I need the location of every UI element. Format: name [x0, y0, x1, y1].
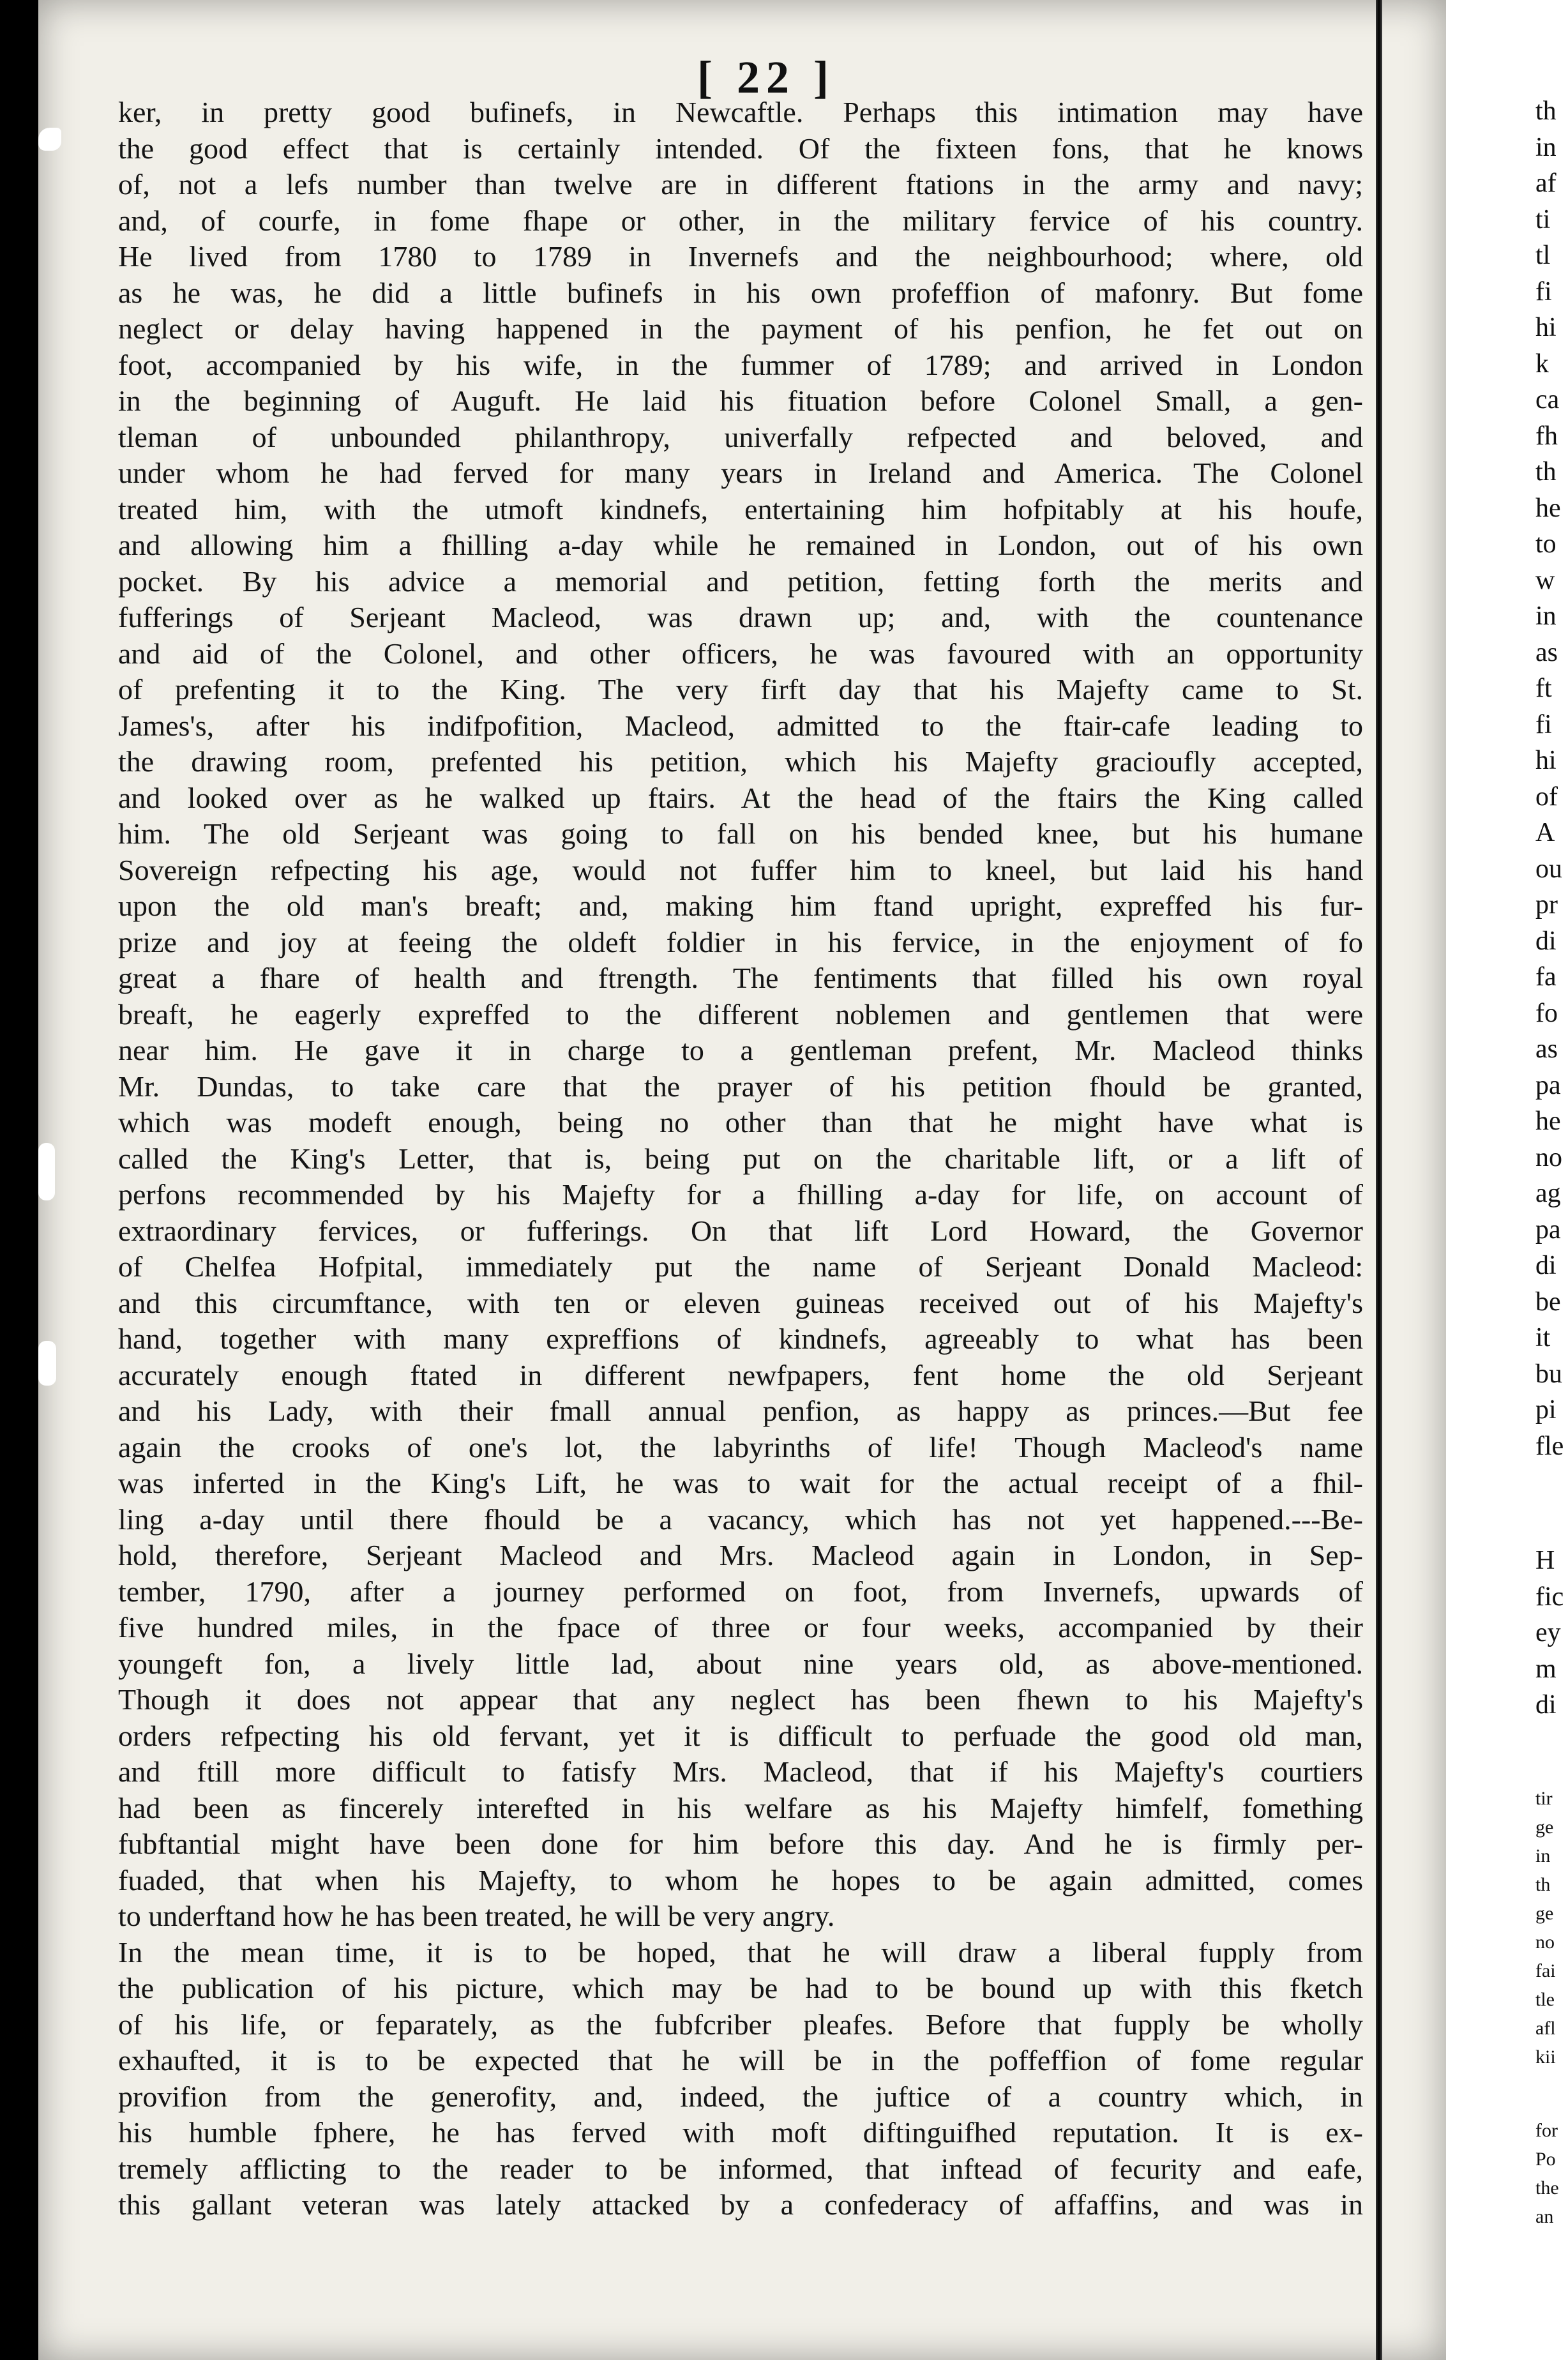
- facing-text-fragment: fh: [1535, 421, 1558, 451]
- facing-text-fragment: ti: [1535, 204, 1551, 234]
- facing-text-fragment: th: [1535, 96, 1557, 126]
- facing-text-fragment: di: [1535, 1690, 1557, 1720]
- facing-text-fragment: the: [1535, 2177, 1559, 2198]
- facing-text-fragment: he: [1535, 493, 1561, 523]
- page-gutter: [1376, 0, 1382, 2360]
- text-line: and ftill more difficult to fatisfy Mrs. Macleod, that if his Majefty's courtiers: [118, 1755, 1363, 1788]
- facing-text-fragment: di: [1535, 926, 1557, 956]
- facing-text-fragment: ca: [1535, 385, 1560, 414]
- text-line: Sovereign refpecting his age, would not fuffer him to kneel, but laid his hand: [118, 853, 1363, 886]
- facing-text-fragment: ag: [1535, 1179, 1561, 1208]
- facing-text-fragment: fic: [1535, 1582, 1564, 1612]
- text-line: In the mean time, it is to be hoped, that he will draw a liberal fupply from: [118, 1935, 1363, 1969]
- facing-text-fragment: pa: [1535, 1070, 1561, 1100]
- text-line: this gallant veteran was lately attacked by a confederacy of affaffins, and was in: [118, 2188, 1363, 2221]
- text-line: called the King's Letter, that is, being put on the charitable lift, or a lift of: [118, 1142, 1363, 1175]
- text-line: of, not a lefs number than twelve are in different ftations in the army and navy;: [118, 168, 1363, 200]
- text-line: orders refpecting his old fervant, yet it is difficult to perfuade the good old man,: [118, 1719, 1363, 1752]
- facing-text-fragment: no: [1535, 1142, 1562, 1172]
- text-line: as he was, he did a little bufinefs in his own profeffion of mafonry. But fome: [118, 276, 1363, 309]
- body-text: [118, 95, 1363, 2223]
- facing-text-fragment: ou: [1535, 854, 1562, 884]
- text-line: extraordinary fervices, or fufferings. On that lift Lord Howard, the Governor: [118, 1214, 1363, 1247]
- facing-text-fragment: pi: [1535, 1395, 1557, 1425]
- facing-text-fragment: in: [1535, 601, 1557, 631]
- text-line: provifion from the generofity, and, indeed, the juftice of a country which, in: [118, 2080, 1363, 2113]
- facing-text-fragment: pa: [1535, 1214, 1561, 1244]
- text-line: prize and joy at feeing the oldeft foldier in his fervice, in the enjoyment of fo: [118, 925, 1363, 958]
- text-line: perfons recommended by his Majefty for a fhilling a-day for life, on account of: [118, 1178, 1363, 1211]
- text-line: tleman of unbounded philanthropy, univerfally refpected and beloved, and: [118, 420, 1363, 453]
- text-line: the drawing room, prefented his petition, which his Majefty gracioufly accepted,: [118, 745, 1363, 778]
- text-line: ker, in pretty good bufinefs, in Newcaftle. Perhaps this intimation may have: [118, 96, 1363, 128]
- text-line: and his Lady, with their fmall annual penfion, as happy as princes.—But fee: [118, 1395, 1363, 1427]
- facing-text-fragment: m: [1535, 1654, 1557, 1684]
- facing-text-fragment: hi: [1535, 746, 1557, 775]
- scan-artifact: [38, 1341, 56, 1386]
- facing-text-fragment: ey: [1535, 1618, 1561, 1647]
- facing-text-fragment: H: [1535, 1546, 1555, 1575]
- text-line: of his life, or feparately, as the fubfcriber pleafes. Before that fupply be wholly: [118, 2008, 1363, 2041]
- text-line: pocket. By his advice a memorial and petition, fetting forth the merits and: [118, 564, 1363, 598]
- text-line: tremely afflicting to the reader to be informed, that inftead of fecurity and eafe,: [118, 2152, 1363, 2185]
- facing-text-fragment: k: [1535, 349, 1549, 379]
- text-line: in the beginning of Auguft. He laid his fituation before Colonel Small, a gen-: [118, 384, 1363, 417]
- facing-text-fragment: of: [1535, 782, 1558, 812]
- text-line: Though it does not appear that any neglect has been fhewn to his Majefty's: [118, 1683, 1363, 1716]
- facing-text-fragment: to: [1535, 529, 1557, 559]
- text-line: of Chelfea Hofpital, immediately put the name of Serjeant Donald Macleod:: [118, 1250, 1363, 1283]
- facing-text-fragment: tir: [1535, 1788, 1553, 1809]
- text-line: tember, 1790, after a journey performed on foot, from Invernefs, upwards of: [118, 1575, 1363, 1608]
- facing-text-fragment: th: [1535, 1874, 1551, 1895]
- text-line: ling a-day until there fhould be a vacancy, which has not yet happened.---Be-: [118, 1502, 1363, 1536]
- text-line: the publication of his picture, which may be had to be bound up with this fketch: [118, 1972, 1363, 2004]
- text-line: his humble fphere, he has ferved with moft diftinguifhed reputation. It is ex-: [118, 2116, 1363, 2149]
- text-line: youngeft fon, a lively little lad, about nine years old, as above-mentioned.: [118, 1647, 1363, 1680]
- facing-text-fragment: for: [1535, 2120, 1558, 2141]
- facing-text-fragment: fi: [1535, 709, 1552, 739]
- facing-text-fragment: ft: [1535, 674, 1552, 703]
- facing-text-fragment: w: [1535, 565, 1555, 595]
- facing-text-fragment: kii: [1535, 2046, 1556, 2068]
- book-page: [38, 0, 1446, 2360]
- facing-text-fragment: in: [1535, 132, 1557, 162]
- facing-text-fragment: hi: [1535, 313, 1557, 342]
- text-line: upon the old man's breaft; and, making him ftand upright, expreffed his fur-: [118, 889, 1363, 922]
- text-line: exhaufted, it is to be expected that he will be in the poffeffion of fome regular: [118, 2044, 1363, 2076]
- text-line: five hundred miles, in the fpace of three or four weeks, accompanied by their: [118, 1611, 1363, 1644]
- text-line: foot, accompanied by his wife, in the fummer of 1789; and arrived in London: [118, 348, 1363, 381]
- text-line: accurately enough ftated in different newfpapers, fent home the old Serjeant: [118, 1358, 1363, 1391]
- text-line: and, of courfe, in fome fhape or other, in the military fervice of his country.: [118, 204, 1363, 237]
- text-line: fubftantial might have been done for him before this day. And he is firmly per-: [118, 1827, 1363, 1860]
- facing-text-fragment: af: [1535, 169, 1557, 198]
- text-line: and allowing him a fhilling a-day while he remained in London, out of his own: [118, 529, 1363, 561]
- facing-text-fragment: ge: [1535, 1817, 1554, 1838]
- text-line: and this circumftance, with ten or eleven guineas received out of his Majefty's: [118, 1286, 1363, 1319]
- facing-text-fragment: as: [1535, 1034, 1558, 1064]
- facing-text-fragment: Po: [1535, 2149, 1556, 2170]
- text-line: breaft, he eagerly expreffed to the different noblemen and gentlemen that were: [118, 997, 1363, 1031]
- facing-text-fragment: tle: [1535, 1989, 1555, 2010]
- facing-text-fragment: fle: [1535, 1431, 1564, 1461]
- text-line: treated him, with the utmoft kindnefs, entertaining him hofpitably at his houfe,: [118, 492, 1363, 526]
- facing-text-fragment: di: [1535, 1251, 1557, 1280]
- facing-text-fragment: as: [1535, 637, 1558, 667]
- text-line: near him. He gave it in charge to a gentleman prefent, Mr. Macleod thinks: [118, 1034, 1363, 1066]
- scan-artifact: [38, 1143, 55, 1200]
- facing-text-fragment: fi: [1535, 276, 1552, 306]
- text-line: He lived from 1780 to 1789 in Invernefs and the neighbourhood; where, old: [118, 240, 1363, 273]
- text-line: neglect or delay having happened in the payment of his penfion, he fet out on: [118, 312, 1363, 345]
- text-line: fufferings of Serjeant Macleod, was drawn up; and, with the countenance: [118, 601, 1363, 633]
- text-line: hand, together with many expreffions of kindnefs, agreeably to what has been: [118, 1322, 1363, 1355]
- facing-text-fragment: an: [1535, 2206, 1554, 2227]
- text-line: had been as fincerely interefted in his welfare as his Majefty himfelf, fomething: [118, 1791, 1363, 1824]
- facing-text-fragment: fai: [1535, 1960, 1556, 1981]
- text-line: and looked over as he walked up ftairs. At the head of the ftairs the King called: [118, 781, 1363, 814]
- facing-text-fragment: be: [1535, 1287, 1561, 1317]
- facing-text-fragment: afl: [1535, 2018, 1556, 2039]
- facing-text-fragment: he: [1535, 1107, 1561, 1136]
- text-line: James's, after his indifpofition, Macleod, admitted to the ftair-cafe leading to: [118, 709, 1363, 742]
- text-line: again the crooks of one's lot, the labyrinths of life! Though Macleod's name: [118, 1430, 1363, 1464]
- facing-text-fragment: bu: [1535, 1359, 1562, 1389]
- text-line: the good effect that is certainly intended. Of the fixteen fons, that he knows: [118, 132, 1363, 165]
- scan-artifact: [38, 128, 61, 151]
- text-line: great a fhare of health and ftrength. The fentiments that filled his own royal: [118, 962, 1363, 994]
- facing-text-fragment: in: [1535, 1845, 1551, 1866]
- page-number: [ 22 ]: [697, 52, 835, 103]
- text-line: to underftand how he has been treated, he will be very angry.: [118, 1900, 835, 1932]
- facing-text-fragment: th: [1535, 457, 1557, 487]
- text-line: Mr. Dundas, to take care that the prayer of his petition fhould be granted,: [118, 1070, 1363, 1103]
- facing-text-fragment: ge: [1535, 1903, 1554, 1924]
- facing-text-fragment: pr: [1535, 890, 1558, 919]
- text-line: hold, therefore, Serjeant Macleod and Mrs. Macleod again in London, in Sep-: [118, 1539, 1363, 1571]
- text-line: was inferted in the King's Lift, he was to wait for the actual receipt of a fhil-: [118, 1467, 1363, 1499]
- facing-text-fragment: fo: [1535, 998, 1558, 1028]
- facing-text-fragment: no: [1535, 1932, 1555, 1953]
- text-line: and aid of the Colonel, and other officers, he was favoured with an opportunity: [118, 637, 1363, 670]
- text-line: of prefenting it to the King. The very firft day that his Majefty came to St.: [118, 673, 1363, 706]
- text-line: which was modeft enough, being no other than that he might have what is: [118, 1106, 1363, 1138]
- facing-text-fragment: it: [1535, 1323, 1551, 1352]
- text-line: him. The old Serjeant was going to fall on his bended knee, but his humane: [118, 817, 1363, 850]
- text-line: under whom he had ferved for many years in Ireland and America. The Colonel: [118, 457, 1363, 489]
- facing-text-fragment: fa: [1535, 962, 1557, 992]
- text-line: fuaded, that when his Majefty, to whom he hopes to be again admitted, comes: [118, 1863, 1363, 1896]
- facing-text-fragment: tl: [1535, 241, 1551, 270]
- facing-text-fragment: A: [1535, 818, 1555, 847]
